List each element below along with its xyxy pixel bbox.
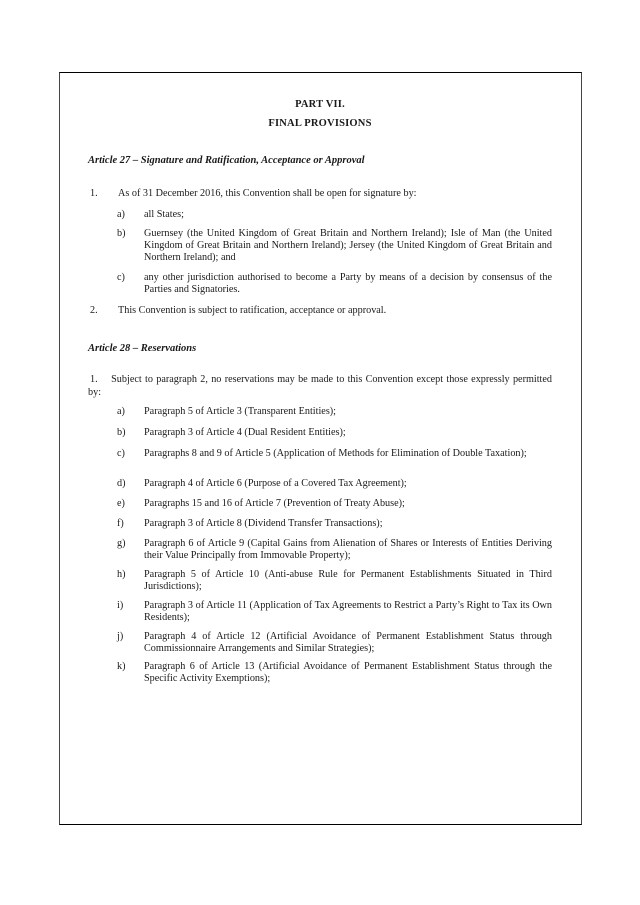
part-title: PART VII. [295, 99, 345, 110]
art28-item-c-label: c) [117, 448, 125, 459]
art28-item-g-label: g) [117, 538, 126, 549]
art28-item-a-text: Paragraph 5 of Article 3 (Transparent Entities); [144, 406, 337, 417]
art28-item-a-label: a) [117, 406, 125, 417]
art28-item-j-text: Paragraph 4 of Article 12 (Artificial Avoidance of Permanent Establishment Status through Commissionnaire Arrangements and Similar Strategies); [144, 631, 552, 655]
art28-item-h-label: h) [117, 569, 126, 580]
art28-item-b-text: Paragraph 3 of Article 4 (Dual Resident Entities); [144, 427, 346, 438]
art27-item-a-text: all States; [144, 209, 184, 220]
art28-item-i-text: Paragraph 3 of Article 11 (Application of Tax Agreements to Restrict a Party’s Right to Tax its Own Residents); [144, 600, 552, 624]
art27-item-b-text: Guernsey (the United Kingdom of Great Britain and Northern Ireland); Isle of Man (the United Kingdom of Great Britain and Northern Ireland); Jersey (the United Kingdom of Great Britain and Northern Ireland); and [144, 228, 552, 264]
art28-para1-text: 1. Subject to paragraph 2, no reservations may be made to this Convention except those expressly permitted by: [88, 374, 552, 398]
art28-item-b-label: b) [117, 427, 126, 438]
art27-item-a-label: a) [117, 209, 125, 220]
art27-item-b-label: b) [117, 228, 126, 239]
article-28-heading: Article 28 – Reservations [88, 343, 197, 354]
art28-item-e-text: Paragraphs 15 and 16 of Article 7 (Prevention of Treaty Abuse); [144, 498, 405, 509]
art28-item-i-label: i) [117, 600, 124, 611]
art27-para2-number: 2. [90, 305, 98, 316]
article-27-heading: Article 27 – Signature and Ratification, Acceptance or Approval [88, 155, 365, 166]
art27-item-c-label: c) [117, 272, 125, 283]
art28-item-d-text: Paragraph 4 of Article 6 (Purpose of a Covered Tax Agreement); [144, 478, 407, 489]
part-subtitle: FINAL PROVISIONS [268, 118, 372, 129]
art28-item-g-text: Paragraph 6 of Article 9 (Capital Gains from Alienation of Shares or Interests of Entities Deriving their Value Principally from Immovable Property); [144, 538, 552, 562]
art28-item-f-label: f) [117, 518, 124, 529]
art28-item-k-text: Paragraph 6 of Article 13 (Artificial Avoidance of Permanent Establishment Status through the Specific Activity Exemptions); [144, 661, 552, 685]
art27-para1-text: As of 31 December 2016, this Convention shall be open for signature by: [118, 188, 417, 199]
art28-item-d-label: d) [117, 478, 126, 489]
art27-para1-number: 1. [90, 188, 98, 199]
art28-item-j-label: j) [117, 631, 124, 642]
art28-item-f-text: Paragraph 3 of Article 8 (Dividend Transfer Transactions); [144, 518, 383, 529]
art28-item-k-label: k) [117, 661, 126, 672]
art27-item-c-text: any other jurisdiction authorised to become a Party by means of a decision by consensus of the Parties and Signatories. [144, 272, 552, 296]
art28-item-c-text: Paragraphs 8 and 9 of Article 5 (Application of Methods for Elimination of Double Taxation); [144, 448, 527, 459]
art28-item-h-text: Paragraph 5 of Article 10 (Anti-abuse Rule for Permanent Establishments Situated in Third Jurisdictions); [144, 569, 552, 593]
art27-para2-text: This Convention is subject to ratification, acceptance or approval. [118, 305, 387, 316]
art28-item-e-label: e) [117, 498, 125, 509]
